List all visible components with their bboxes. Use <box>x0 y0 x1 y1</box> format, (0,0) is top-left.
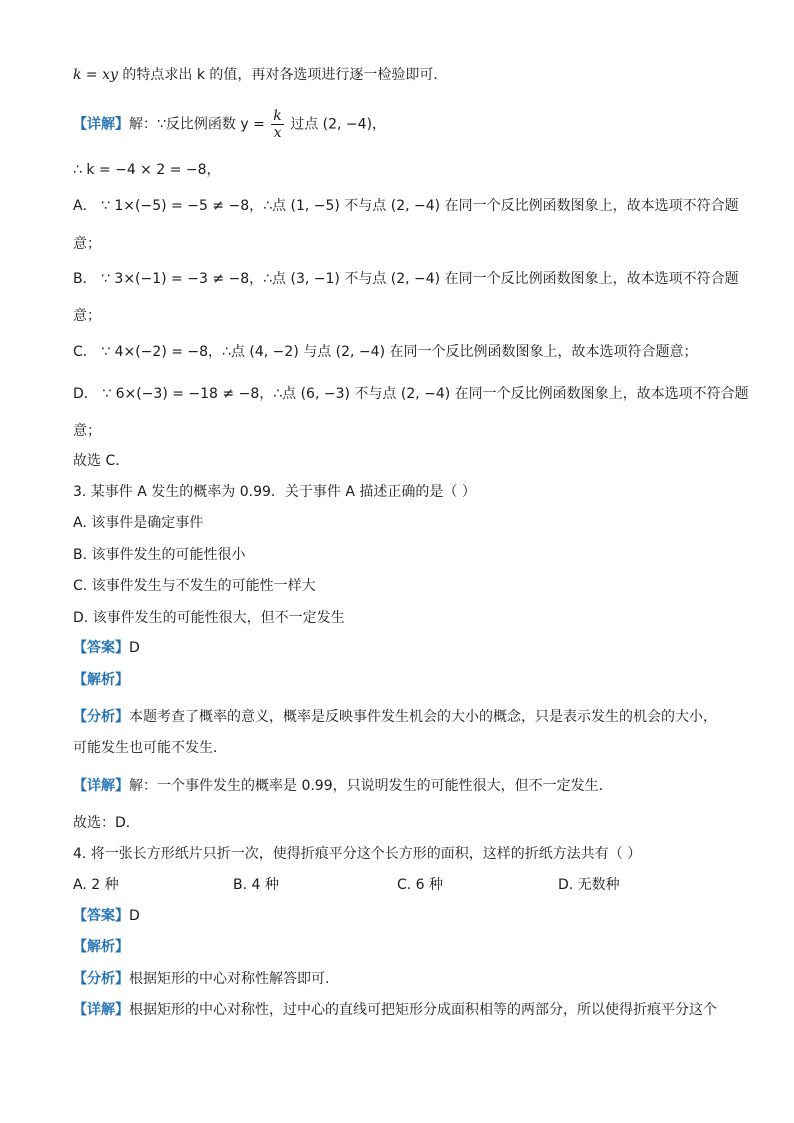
line-option-b-cont: 意； <box>73 308 101 324</box>
answer-tag: 【答案】 <box>73 640 129 656</box>
line-option-d-cont: 意； <box>73 423 101 439</box>
q3-choice-a: A. 该事件是确定事件 <box>73 515 204 531</box>
q4-analysis: 【分析】根据矩形的中心对称性解答即可. <box>73 971 330 987</box>
analysis-tag: 【解析】 <box>73 672 129 688</box>
math-k-equals-xy: k = xy <box>73 67 118 83</box>
fraction-k-over-x: $\frac{k}{x}$ <box>273 108 282 141</box>
analysis-sub-tag: 【分析】 <box>73 709 129 725</box>
q3-choose-d: 故选：D． <box>73 815 140 831</box>
answer-tag: 【答案】 <box>73 908 129 924</box>
line-condition: k = xy 的特点求出 k 的值，再对各选项进行逐一检验即可． <box>73 67 448 83</box>
line-k-value: ∴ k = −4 × 2 = −8， <box>73 162 221 178</box>
q4-detail: 【详解】根据矩形的中心对称性，过中心的直线可把矩形分成面积相等的两部分，所以使得折痕平分这个 <box>73 1002 717 1018</box>
question-3: 3. 某事件 A 发生的概率为 0.99．关于事件 A 描述正确的是（ ） <box>73 484 476 500</box>
detail-tag: 【详解】 <box>73 1002 129 1018</box>
line-choose-c: 故选 C． <box>73 453 130 469</box>
q3-choice-c: C. 该事件发生与不发生的可能性一样大 <box>73 578 316 594</box>
line-option-a-cont: 意； <box>73 236 101 252</box>
analysis-sub-tag: 【分析】 <box>73 971 129 987</box>
line-detail-intro: 【详解】解：∵反比例函数 y = $\frac{k}{x}$ 过点 (2, −4)， <box>73 108 387 141</box>
q3-analysis-heading <box>73 670 129 690</box>
q3-choice-d: D. 该事件发生的可能性很大，但不一定发生 <box>73 610 345 626</box>
question-4: 4. 将一张长方形纸片只折一次，使得折痕平分这个长方形的面积，这样的折纸方法共有（ ） <box>73 846 642 862</box>
q4-choice-b: B. 4 种 <box>233 877 279 893</box>
q3-choice-b: B. 该事件发生的可能性很小 <box>73 547 246 563</box>
detail-tag: 【详解】 <box>73 116 129 133</box>
q3-analysis-cont: 可能发生也可能不发生． <box>73 740 227 756</box>
q3-answer: 【答案】D <box>73 640 140 656</box>
analysis-tag: 【解析】 <box>73 939 129 955</box>
q4-answer: 【答案】D <box>73 908 140 924</box>
q3-analysis: 【分析】本题考查了概率的意义，概率是反映事件发生机会的大小的概念，只是表示发生的机会的大小， <box>73 709 717 725</box>
detail-tag: 【详解】 <box>73 778 129 794</box>
line-option-b: B． ∵ 3×(−1) = −3 ≠ −8，∴点 (3, −1) 不与点 (2, −4) 在同一个反比例函数图象上，故本选项不符合题 <box>73 271 739 287</box>
line-option-a: A． ∵ 1×(−5) = −5 ≠ −8，∴点 (1, −5) 不与点 (2, −4) 在同一个反比例函数图象上，故本选项不符合题 <box>73 198 739 214</box>
q3-detail: 【详解】解：一个事件发生的概率是 0.99，只说明发生的可能性很大，但不一定发生． <box>73 778 613 794</box>
q4-choice-a: A. 2 种 <box>73 877 119 893</box>
line-option-d: D． ∵ 6×(−3) = −18 ≠ −8，∴点 (6, −3) 不与点 (2, −4) 在同一个反比例函数图象上，故本选项不符合题 <box>73 386 749 402</box>
q4-analysis-heading <box>73 937 129 957</box>
q4-choice-d: D. 无数种 <box>558 877 620 893</box>
line-option-c: C． ∵ 4×(−2) = −8，∴点 (4, −2) 与点 (2, −4) 在同一个反比例函数图象上，故本选项符合题意； <box>73 344 698 360</box>
q4-choice-c: C. 6 种 <box>397 877 444 893</box>
